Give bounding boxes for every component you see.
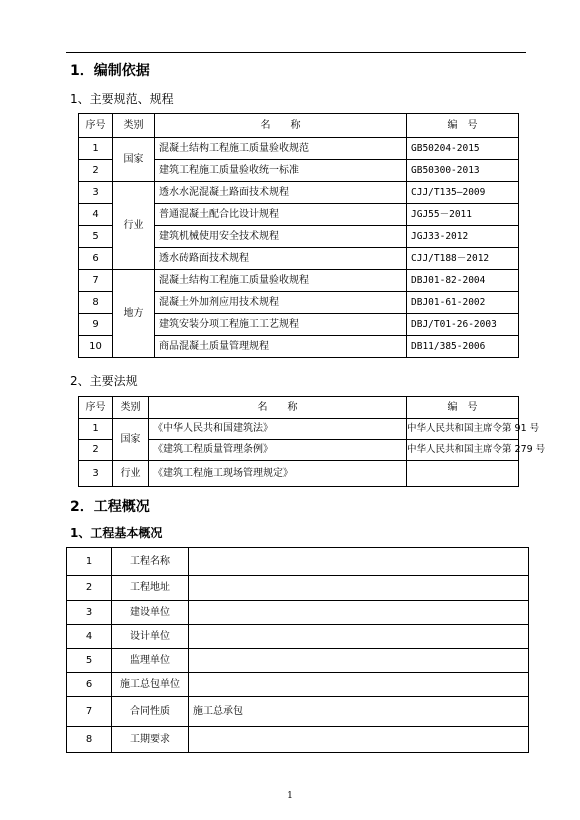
row-no: 4 (67, 625, 112, 649)
standard-code: GB50204-2015 (407, 138, 519, 160)
regulation-name: 《建筑工程质量管理条例》 (149, 440, 407, 461)
standard-code: DB11/385-2006 (407, 336, 519, 358)
standard-code: GB50300-2013 (407, 160, 519, 182)
row-no: 1 (67, 548, 112, 576)
header-no: 序号 (79, 397, 113, 419)
table-row (79, 270, 519, 292)
table-row (67, 601, 529, 625)
field-value: 施工总承包 (189, 697, 529, 727)
standard-code: DBJ/T01-26-2003 (407, 314, 519, 336)
regulation-name: 《中华人民共和国建筑法》 (149, 419, 407, 440)
standard-name: 商品混凝土质量管理规程 (155, 336, 407, 358)
standard-code: CJJ/T188－2012 (407, 248, 519, 270)
section-heading-basis: 1．编制依据 (70, 63, 150, 79)
standard-name: 混凝土结构工程施工质量验收规程 (155, 270, 407, 292)
standard-name: 混凝土外加剂应用技术规程 (155, 292, 407, 314)
row-no: 1 (79, 419, 113, 440)
field-label: 建设单位 (112, 601, 189, 625)
header-category: 类别 (113, 397, 149, 419)
standard-name: 建筑安装分项工程施工工艺规程 (155, 314, 407, 336)
row-no: 10 (79, 336, 113, 358)
row-no: 7 (79, 270, 113, 292)
field-label: 设计单位 (112, 625, 189, 649)
standards-table (78, 113, 519, 358)
standard-name: 建筑机械使用安全技术规程 (155, 226, 407, 248)
field-label: 监理单位 (112, 649, 189, 673)
row-no: 4 (79, 204, 113, 226)
header-category: 类别 (113, 114, 155, 138)
table-row (67, 548, 529, 576)
category-cell: 行业 (113, 182, 155, 270)
field-value (189, 673, 529, 697)
standard-name: 普通混凝土配合比设计规程 (155, 204, 407, 226)
regulation-code (407, 461, 519, 487)
standard-code: JGJ55－2011 (407, 204, 519, 226)
table-row (67, 576, 529, 601)
table-row (79, 138, 519, 160)
row-no: 2 (79, 440, 113, 461)
table-row (67, 649, 529, 673)
project-overview-table (66, 547, 529, 753)
field-value (189, 625, 529, 649)
table-row (67, 727, 529, 753)
row-no: 6 (79, 248, 113, 270)
header-name: 名 称 (149, 397, 407, 419)
category-cell: 行业 (113, 461, 149, 487)
header-code: 编 号 (407, 114, 519, 138)
field-label: 合同性质 (112, 697, 189, 727)
header-code: 编 号 (407, 397, 519, 419)
table-row (67, 673, 529, 697)
subheading-standards: 1、主要规范、规程 (70, 92, 174, 106)
standard-name: 建筑工程施工质量验收统一标准 (155, 160, 407, 182)
standard-name: 混凝土结构工程施工质量验收规范 (155, 138, 407, 160)
row-no: 5 (67, 649, 112, 673)
table-row (79, 461, 519, 487)
standard-code: DBJ01-61-2002 (407, 292, 519, 314)
regulations-table (78, 396, 546, 487)
standard-name: 透水砖路面技术规程 (155, 248, 407, 270)
row-no: 3 (79, 461, 113, 487)
field-value (189, 548, 529, 576)
table-row (67, 625, 529, 649)
field-label: 施工总包单位 (112, 673, 189, 697)
regulation-code: 中华人民共和国主席令第 91 号 (407, 419, 519, 440)
field-label: 工期要求 (112, 727, 189, 753)
category-cell: 国家 (113, 138, 155, 182)
subheading-basic-overview: 1、工程基本概况 (70, 526, 163, 540)
row-no: 8 (67, 727, 112, 753)
table-header-row (79, 114, 519, 138)
category-cell: 国家 (113, 419, 149, 461)
standard-code: CJJ/T135—2009 (407, 182, 519, 204)
row-no: 8 (79, 292, 113, 314)
row-no: 3 (79, 182, 113, 204)
row-no: 7 (67, 697, 112, 727)
row-no: 6 (67, 673, 112, 697)
field-value (189, 649, 529, 673)
table-row (79, 419, 519, 440)
subheading-regulations: 2、主要法规 (70, 374, 138, 388)
header-no: 序号 (79, 114, 113, 138)
field-value (189, 576, 529, 601)
row-no: 5 (79, 226, 113, 248)
table-header-row (79, 397, 519, 419)
row-no: 2 (79, 160, 113, 182)
row-no: 9 (79, 314, 113, 336)
table-row (67, 697, 529, 727)
standard-name: 透水水泥混凝土路面技术规程 (155, 182, 407, 204)
field-value (189, 601, 529, 625)
row-no: 1 (79, 138, 113, 160)
field-label: 工程地址 (112, 576, 189, 601)
table-row (79, 182, 519, 204)
category-cell: 地方 (113, 270, 155, 358)
page-number: 1 (287, 791, 293, 801)
regulation-name: 《建筑工程施工现场管理规定》 (149, 461, 407, 487)
row-no: 2 (67, 576, 112, 601)
section-heading-overview: 2．工程概况 (70, 499, 150, 515)
header-rule (66, 52, 526, 53)
row-no: 3 (67, 601, 112, 625)
standard-code: DBJ01-82-2004 (407, 270, 519, 292)
header-name: 名 称 (155, 114, 407, 138)
regulation-code: 中华人民共和国主席令第 279 号 (407, 440, 519, 461)
field-value (189, 727, 529, 753)
standard-code: JGJ33-2012 (407, 226, 519, 248)
field-label: 工程名称 (112, 548, 189, 576)
